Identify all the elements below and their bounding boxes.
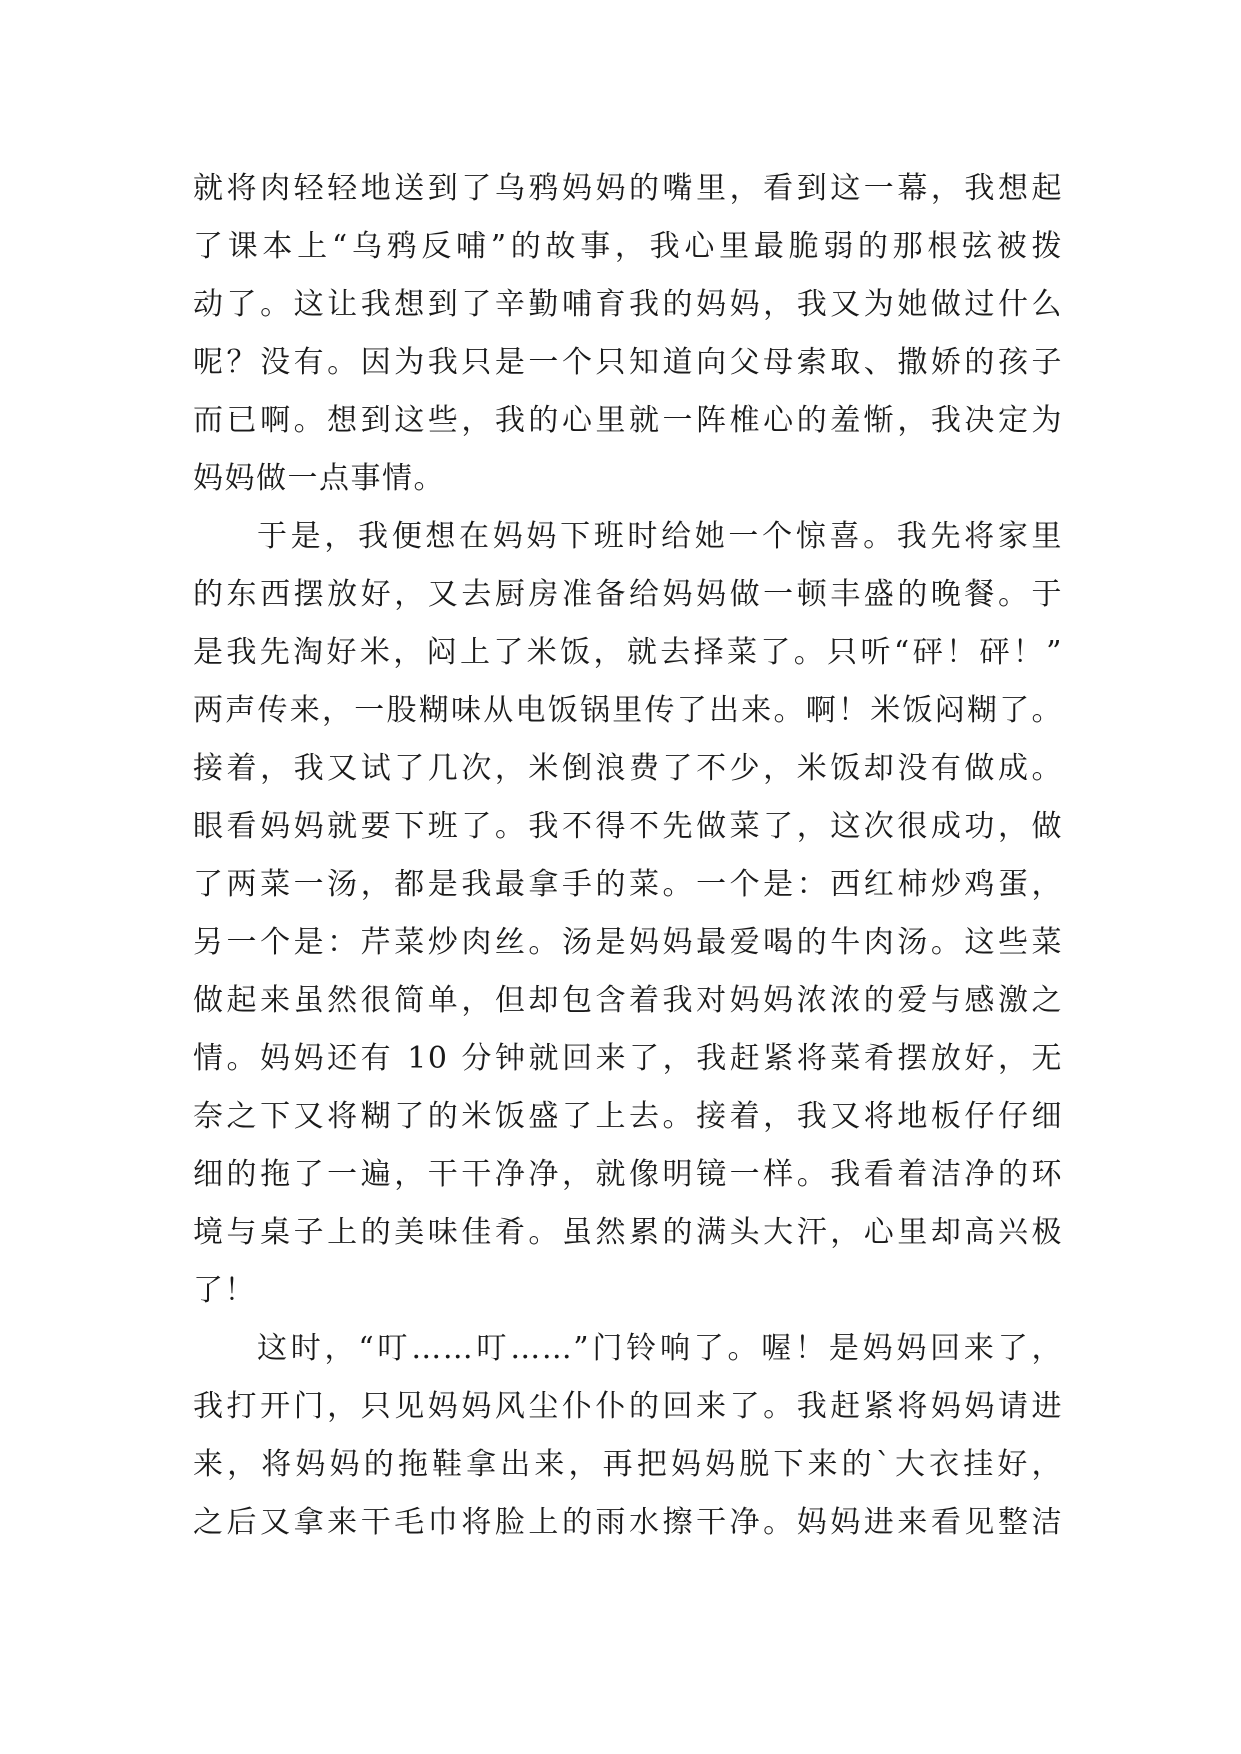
- text-line: 奈之下又将糊了的米饭盛了上去。接着，我又将地板仔仔细: [193, 1099, 1063, 1134]
- text-line: 做起来虽然很简单，但却包含着我对妈妈浓浓的爱与感激之: [193, 983, 1063, 1018]
- text-line: 动了。这让我想到了辛勤哺育我的妈妈，我又为她做过什么: [193, 287, 1063, 322]
- text-line: 而已啊。想到这些，我的心里就一阵椎心的羞惭，我决定为: [193, 403, 1063, 438]
- text-line: 接着，我又试了几次，米倒浪费了不少，米饭却没有做成。: [193, 751, 1063, 786]
- text-line: 了课本上“乌鸦反哺”的故事，我心里最脆弱的那根弦被拨: [193, 229, 1063, 264]
- text-line: 了两菜一汤，都是我最拿手的菜。一个是：西红柿炒鸡蛋，: [193, 867, 1063, 902]
- text-line: 了！: [193, 1273, 256, 1308]
- text-line: 之后又拿来干毛巾将脸上的雨水擦干净。妈妈进来看见整洁: [193, 1505, 1063, 1540]
- text-line: 妈妈做一点事情。: [193, 461, 445, 496]
- text-line: 眼看妈妈就要下班了。我不得不先做菜了，这次很成功，做: [193, 809, 1063, 844]
- text-line: 这时，“叮……叮……”门铃响了。喔！是妈妈回来了，: [257, 1331, 1063, 1366]
- text-line: 另一个是：芹菜炒肉丝。汤是妈妈最爱喝的牛肉汤。这些菜: [193, 925, 1063, 960]
- text-line: 是我先淘好米，闷上了米饭，就去择菜了。只听“砰！砰！”: [193, 635, 1063, 670]
- text-line: 细的拖了一遍，干干净净，就像明镜一样。我看着洁净的环: [193, 1157, 1063, 1192]
- text-line: 呢？没有。因为我只是一个只知道向父母索取、撒娇的孩子: [193, 345, 1063, 380]
- text-line: 于是，我便想在妈妈下班时给她一个惊喜。我先将家里: [257, 519, 1063, 554]
- text-line: 境与桌子上的美味佳肴。虽然累的满头大汗，心里却高兴极: [193, 1215, 1063, 1250]
- body-text: [193, 160, 1063, 1552]
- text-line: 情。妈妈还有 10 分钟就回来了，我赶紧将菜肴摆放好，无: [193, 1041, 1063, 1076]
- text-line: 的东西摆放好，又去厨房准备给妈妈做一顿丰盛的晚餐。于: [193, 577, 1063, 612]
- text-line: 就将肉轻轻地送到了乌鸦妈妈的嘴里，看到这一幕，我想起: [193, 171, 1063, 206]
- text-line: 两声传来，一股糊味从电饭锅里传了出来。啊！米饭闷糊了。: [193, 693, 1063, 728]
- text-line: 来，将妈妈的拖鞋拿出来，再把妈妈脱下来的`大衣挂好，: [193, 1447, 1063, 1482]
- text-line: 我打开门，只见妈妈风尘仆仆的回来了。我赶紧将妈妈请进: [193, 1389, 1063, 1424]
